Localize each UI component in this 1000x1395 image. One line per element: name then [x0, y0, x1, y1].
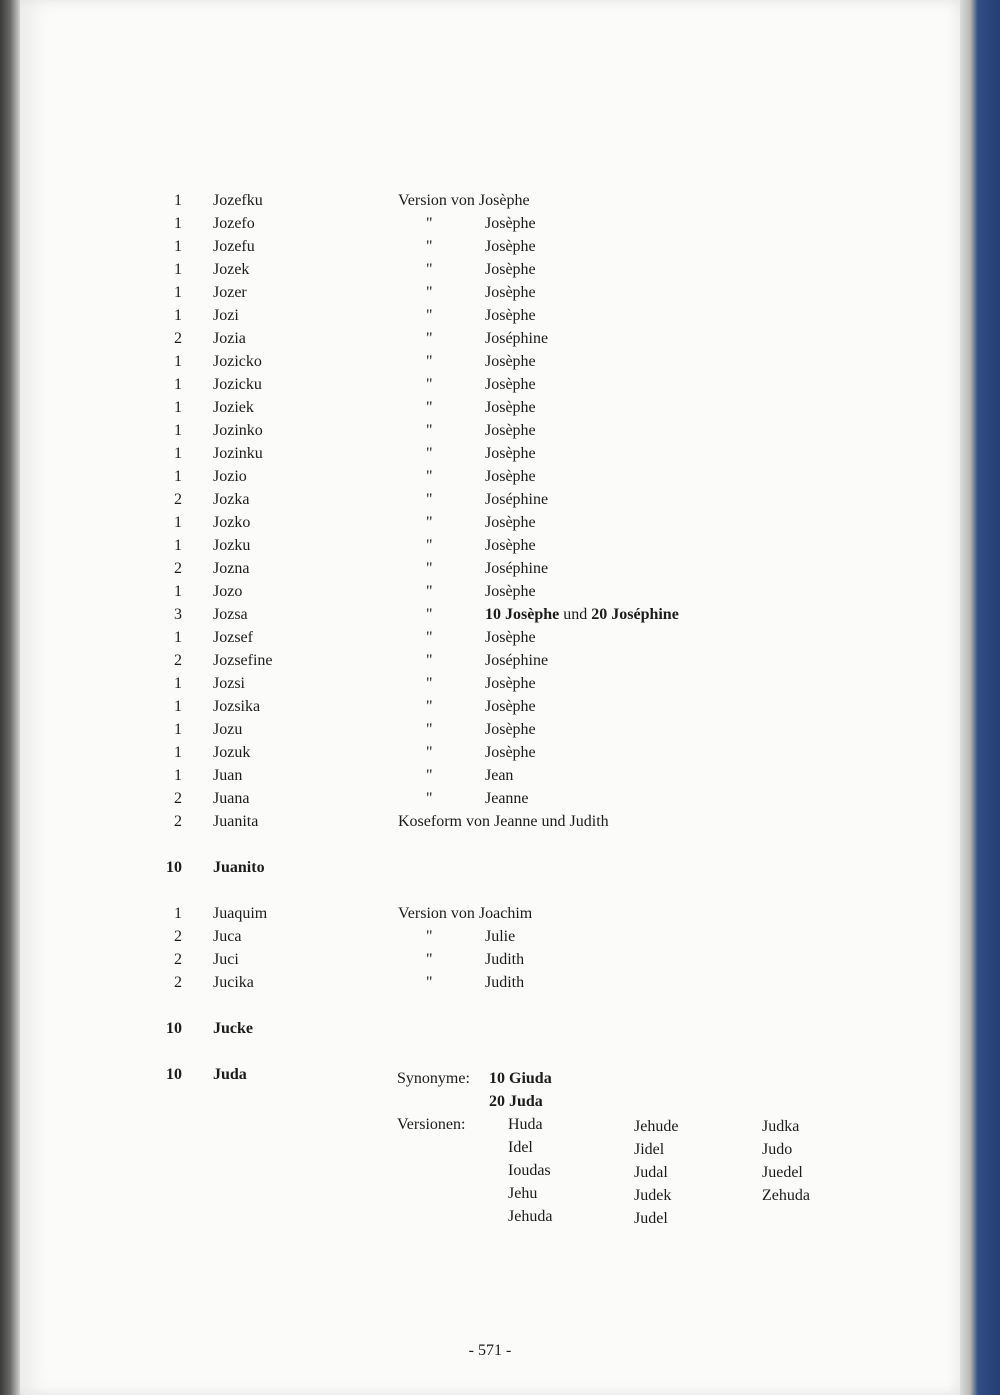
ditto-mark: ": [426, 583, 433, 600]
ditto-mark: ": [426, 675, 433, 692]
versions-column-2: [634, 1115, 678, 1230]
entry-name: Jozicku: [213, 376, 262, 393]
entry-name: Jozefu: [213, 238, 255, 255]
entry-row: [0, 327, 1000, 350]
entry-count: 2: [174, 330, 182, 347]
juda-versions-label-line: [0, 1113, 1000, 1136]
entry-reference: Joséphine: [485, 330, 549, 347]
entry-count: 1: [174, 905, 182, 922]
versions-label: Versionen:: [397, 1116, 466, 1133]
version-name: Judek: [634, 1187, 672, 1204]
entry-reference: Josèphe: [485, 744, 536, 761]
entry-name: Juan: [213, 767, 243, 784]
ditto-mark: ": [426, 767, 433, 784]
entry-row: [0, 1017, 1000, 1040]
entry-name: Jozna: [213, 560, 250, 577]
version-name: Juedel: [762, 1164, 803, 1181]
entry-name: Jozu: [213, 721, 243, 738]
entry-row: [0, 557, 1000, 580]
entry-name: Jozko: [213, 514, 251, 531]
entry-name: Jozuk: [213, 744, 251, 761]
entry-count: 2: [174, 813, 182, 830]
ditto-mark: ": [426, 606, 433, 623]
entry-name: Juaquim: [213, 905, 268, 922]
entry-name: Jozo: [213, 583, 243, 600]
version-name: Jehuda: [508, 1208, 553, 1225]
entry-row: [0, 419, 1000, 442]
entry-name: Juda: [213, 1066, 247, 1083]
entry-reference: Josèphe: [485, 583, 536, 600]
entry-row: [0, 649, 1000, 672]
synonym-name: Giuda: [509, 1070, 552, 1087]
entry-count: 2: [174, 560, 182, 577]
entry-reference: Jean: [485, 767, 514, 784]
entry-count: 1: [174, 744, 182, 761]
entry-description: Version von Josèphe: [398, 192, 530, 209]
entry-reference: Josèphe: [485, 284, 536, 301]
entry-count: 2: [174, 974, 182, 991]
entry-name: Jozku: [213, 537, 251, 554]
entry-count: 1: [174, 514, 182, 531]
entry-row: [0, 764, 1000, 787]
reference-joiner: und: [559, 606, 592, 623]
entry-count: 1: [174, 698, 182, 715]
ditto-mark: ": [426, 698, 433, 715]
entry-row: [0, 879, 1000, 902]
entry-count: 1: [174, 261, 182, 278]
ditto-mark: ": [426, 422, 433, 439]
entry-count: 1: [174, 238, 182, 255]
entry-row: [0, 511, 1000, 534]
entry-row: [0, 189, 1000, 212]
entry-row: [0, 741, 1000, 764]
entry-row: [0, 534, 1000, 557]
ditto-mark: ": [426, 537, 433, 554]
entry-row: [0, 971, 1000, 994]
ditto-mark: ": [426, 261, 433, 278]
entry-count: 2: [174, 790, 182, 807]
ditto-mark: ": [426, 491, 433, 508]
ditto-mark: ": [426, 974, 433, 991]
entry-name: Jozsa: [213, 606, 248, 623]
entry-reference: Josèphe: [485, 307, 536, 324]
ditto-mark: ": [426, 330, 433, 347]
entry-count: 1: [174, 399, 182, 416]
ditto-mark: ": [426, 744, 433, 761]
entry-count: 1: [174, 422, 182, 439]
entry-row: [0, 603, 1000, 626]
entry-row: [0, 281, 1000, 304]
versions-column-3: [762, 1115, 810, 1207]
entry-reference: Joséphine: [485, 560, 549, 577]
entry-count: 1: [174, 468, 182, 485]
entry-row: [0, 1040, 1000, 1063]
entry-name: Jozi: [213, 307, 239, 324]
entry-count: 3: [174, 606, 182, 623]
entry-row: [0, 994, 1000, 1017]
entry-count: 2: [174, 652, 182, 669]
version-name: Ioudas: [508, 1162, 551, 1179]
entry-row: [0, 465, 1000, 488]
entry-reference: Josèphe: [485, 399, 536, 416]
synonyms-label: Synonyme:: [397, 1070, 470, 1087]
versions-column-1: [508, 1113, 552, 1228]
ditto-mark: ": [426, 399, 433, 416]
ditto-mark: ": [426, 928, 433, 945]
ditto-mark: ": [426, 514, 433, 531]
ditto-mark: ": [426, 445, 433, 462]
entry-count: 2: [174, 491, 182, 508]
entry-count: 2: [174, 951, 182, 968]
entry-description: Koseform von Jeanne und Judith: [398, 813, 609, 830]
ditto-mark: ": [426, 721, 433, 738]
entry-reference: Josèphe: [485, 514, 536, 531]
ditto-mark: ": [426, 560, 433, 577]
entry-count: 1: [174, 376, 182, 393]
entry-reference: Julie: [485, 928, 516, 945]
entry-reference: [485, 603, 679, 626]
ditto-mark: ": [426, 468, 433, 485]
entry-count: 1: [174, 353, 182, 370]
entry-count: 1: [174, 675, 182, 692]
entry-count: 1: [174, 307, 182, 324]
ditto-mark: ": [426, 790, 433, 807]
entry-reference: Josèphe: [485, 629, 536, 646]
entry-reference: Josèphe: [485, 721, 536, 738]
entry-reference: Joséphine: [485, 652, 549, 669]
entry-name: Jozka: [213, 491, 250, 508]
entry-count: 10: [166, 859, 182, 876]
entry-row: [0, 672, 1000, 695]
ditto-mark: ": [426, 215, 433, 232]
entry-name: Jozsika: [213, 698, 261, 715]
entry-reference: Josèphe: [485, 445, 536, 462]
synonym-number: 20: [489, 1093, 505, 1110]
entry-description: Version von Joachim: [398, 905, 533, 922]
entry-name: Jozek: [213, 261, 250, 278]
reference-part: 20 Joséphine: [591, 606, 679, 623]
version-name: Judka: [762, 1118, 800, 1135]
entry-row: [0, 810, 1000, 833]
entry-reference: Josèphe: [485, 422, 536, 439]
entry-row: [0, 695, 1000, 718]
entry-reference: Jeanne: [485, 790, 529, 807]
entry-count: 10: [166, 1066, 182, 1083]
version-name: Idel: [508, 1139, 533, 1156]
entry-reference: Josèphe: [485, 537, 536, 554]
entry-row: [0, 925, 1000, 948]
entry-name: Jucke: [213, 1020, 253, 1037]
entry-count: 1: [174, 767, 182, 784]
entry-row: [0, 212, 1000, 235]
entry-name: Jozio: [213, 468, 247, 485]
entry-row: [0, 258, 1000, 281]
version-name: Judo: [762, 1141, 793, 1158]
entry-row: [0, 856, 1000, 879]
entry-reference: Josèphe: [485, 675, 536, 692]
entry-name: Juanito: [213, 859, 265, 876]
entry-count: 1: [174, 215, 182, 232]
version-name: Jidel: [634, 1141, 665, 1158]
entry-row: [0, 626, 1000, 649]
entry-name: Juca: [213, 928, 242, 945]
entry-count: 1: [174, 721, 182, 738]
version-name: Zehuda: [762, 1187, 810, 1204]
entry-row: [0, 488, 1000, 511]
version-name: Huda: [508, 1116, 543, 1133]
entry-count: 1: [174, 445, 182, 462]
entry-reference: Josèphe: [485, 353, 536, 370]
entry-name: Jozinku: [213, 445, 263, 462]
ditto-mark: ": [426, 376, 433, 393]
entry-count: 1: [174, 537, 182, 554]
entry-name: Jozefku: [213, 192, 263, 209]
entry-row: [0, 787, 1000, 810]
version-name: Jehu: [508, 1185, 538, 1202]
entry-name: Juana: [213, 790, 250, 807]
ditto-mark: ": [426, 951, 433, 968]
entry-row: [0, 235, 1000, 258]
entry-row: [0, 350, 1000, 373]
entry-count: 10: [166, 1020, 182, 1037]
entry-row: [0, 902, 1000, 925]
entry-name: Jozsef: [213, 629, 253, 646]
entry-name: Juanita: [213, 813, 259, 830]
entry-reference: Josèphe: [485, 698, 536, 715]
juda-synonyms-line-2: [0, 1090, 1000, 1113]
synonym-number: 10: [489, 1070, 505, 1087]
entry-row: [0, 718, 1000, 741]
entry-name: Jozicko: [213, 353, 262, 370]
entry-row: [0, 580, 1000, 603]
entry-reference: Josèphe: [485, 468, 536, 485]
ditto-mark: ": [426, 284, 433, 301]
version-name: Jehude: [634, 1118, 679, 1135]
entry-name: Jozinko: [213, 422, 263, 439]
reference-part: 10 Josèphe: [485, 606, 560, 623]
entry-name: Jozsi: [213, 675, 245, 692]
entry-row: [0, 442, 1000, 465]
entry-name: Jozefo: [213, 215, 255, 232]
ditto-mark: ": [426, 652, 433, 669]
entry-name: Jozia: [213, 330, 246, 347]
entry-count: 1: [174, 629, 182, 646]
entry-name: Joziek: [213, 399, 254, 416]
entry-name: Jucika: [213, 974, 254, 991]
entry-row: [0, 304, 1000, 327]
entry-reference: Josèphe: [485, 261, 536, 278]
entry-reference: Josèphe: [485, 215, 536, 232]
ditto-mark: ": [426, 353, 433, 370]
entry-count: 1: [174, 583, 182, 600]
version-name: Judal: [634, 1164, 668, 1181]
entry-row: [0, 396, 1000, 419]
entry-count: 2: [174, 928, 182, 945]
ditto-mark: ": [426, 238, 433, 255]
entry-count: 1: [174, 284, 182, 301]
synonym-name: Juda: [509, 1093, 543, 1110]
entry-reference: Joséphine: [485, 491, 549, 508]
entry-reference: Judith: [485, 974, 525, 991]
page-number: - 571 -: [468, 1342, 512, 1359]
entry-row: [0, 948, 1000, 971]
ditto-mark: ": [426, 629, 433, 646]
entry-name: Jozer: [213, 284, 247, 301]
version-name: Judel: [634, 1210, 668, 1227]
entry-reference: Josèphe: [485, 238, 536, 255]
entry-name: Juci: [213, 951, 239, 968]
ditto-mark: ": [426, 307, 433, 324]
entry-reference: Judith: [485, 951, 525, 968]
entry-row: [0, 833, 1000, 856]
juda-synonyms-line-1: [0, 1067, 1000, 1090]
entry-row: [0, 373, 1000, 396]
entry-name: Jozsefine: [213, 652, 273, 669]
entry-reference: Josèphe: [485, 376, 536, 393]
entry-count: 1: [174, 192, 182, 209]
